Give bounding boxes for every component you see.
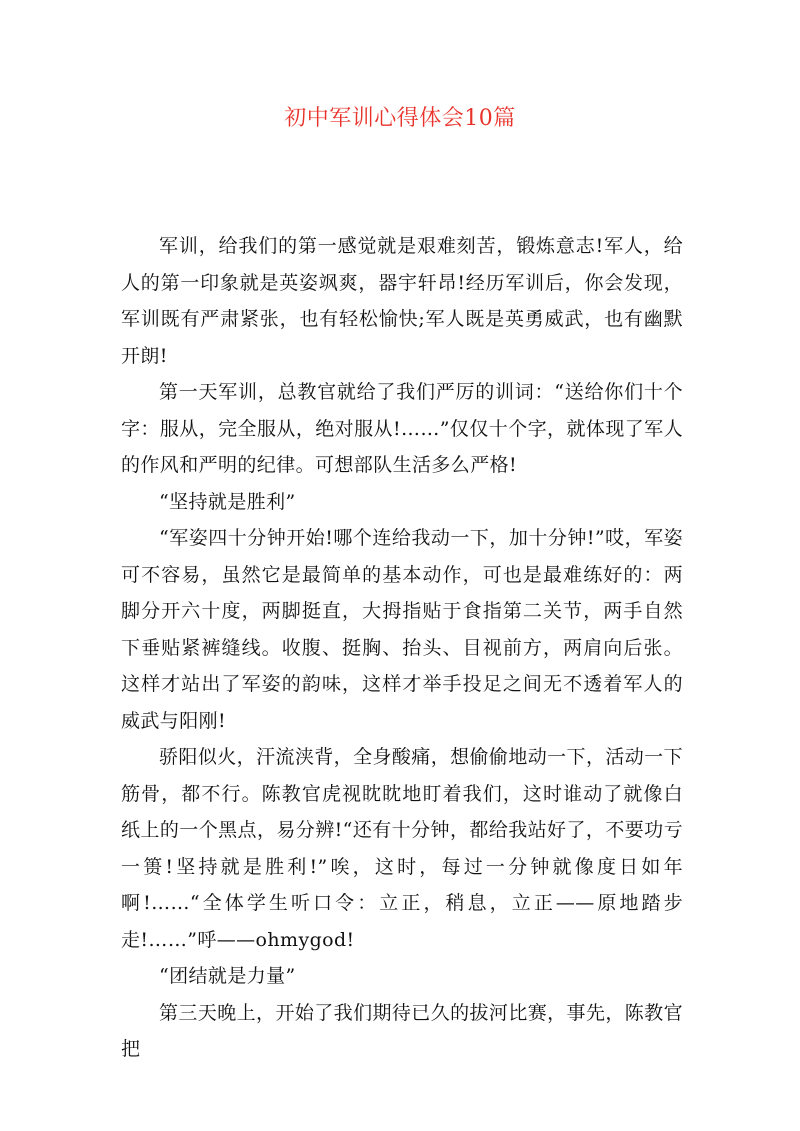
paragraph-tug-of-war: 第三天晚上，开始了我们期待已久的拔河比赛，事先，陈教官把 — [121, 1001, 683, 1060]
document-title: 初中军训心得体会10篇 — [284, 106, 516, 131]
document-body — [121, 228, 683, 1068]
paragraph-intro: 军训，给我们的第一感觉就是艰难刻苦，锻炼意志!军人，给人的第一印象就是英姿飒爽，器宇轩昂!经历军训后，你会发现，军训既有严肃紧张，也有轻松愉快;军人既是英勇威武，也有幽默开朗! — [121, 235, 683, 367]
section-heading-unity: “团结就是力量” — [159, 965, 296, 987]
section-heading-persistence: “坚持就是胜利” — [159, 490, 296, 513]
paragraph-military-posture: “军姿四十分钟开始!哪个连给我动一下，加十分钟!”哎，军姿可不容易，虽然它是最简单的基本动作，可也是最难练好的：两脚分开六十度，两脚挺直，大拇指贴于食指第二关节，两手自然下垂贴紧裤缝线。收腹、挺胸、抬头、目视前方，两肩向后张。这样才站出了军姿的韵味，这样才举手投足之间无不透着军人的威武与阳刚! — [121, 527, 683, 732]
paragraph-first-day: 第一天军训，总教官就给了我们严厉的训词：“送给你们十个字：服从，完全服从，绝对服从!……”仅仅十个字，就体现了军人的作风和严明的纪律。可想部队生活多么严格! — [121, 381, 683, 476]
paragraph-hot-sun: 骄阳似火，汗流浃背，全身酸痛，想偷偷地动一下，活动一下筋骨，都不行。陈教官虎视眈眈地盯着我们，这时谁动了就像白纸上的一个黑点，易分辨!“还有十分钟，都给我站好了，不要功亏一篑!坚持就是胜利!”唉，这时，每过一分钟就像度日如年啊!……“全体学生听口令：立正，稍息，立正——原地踏步走!……”呼——ohmygod! — [121, 746, 683, 951]
